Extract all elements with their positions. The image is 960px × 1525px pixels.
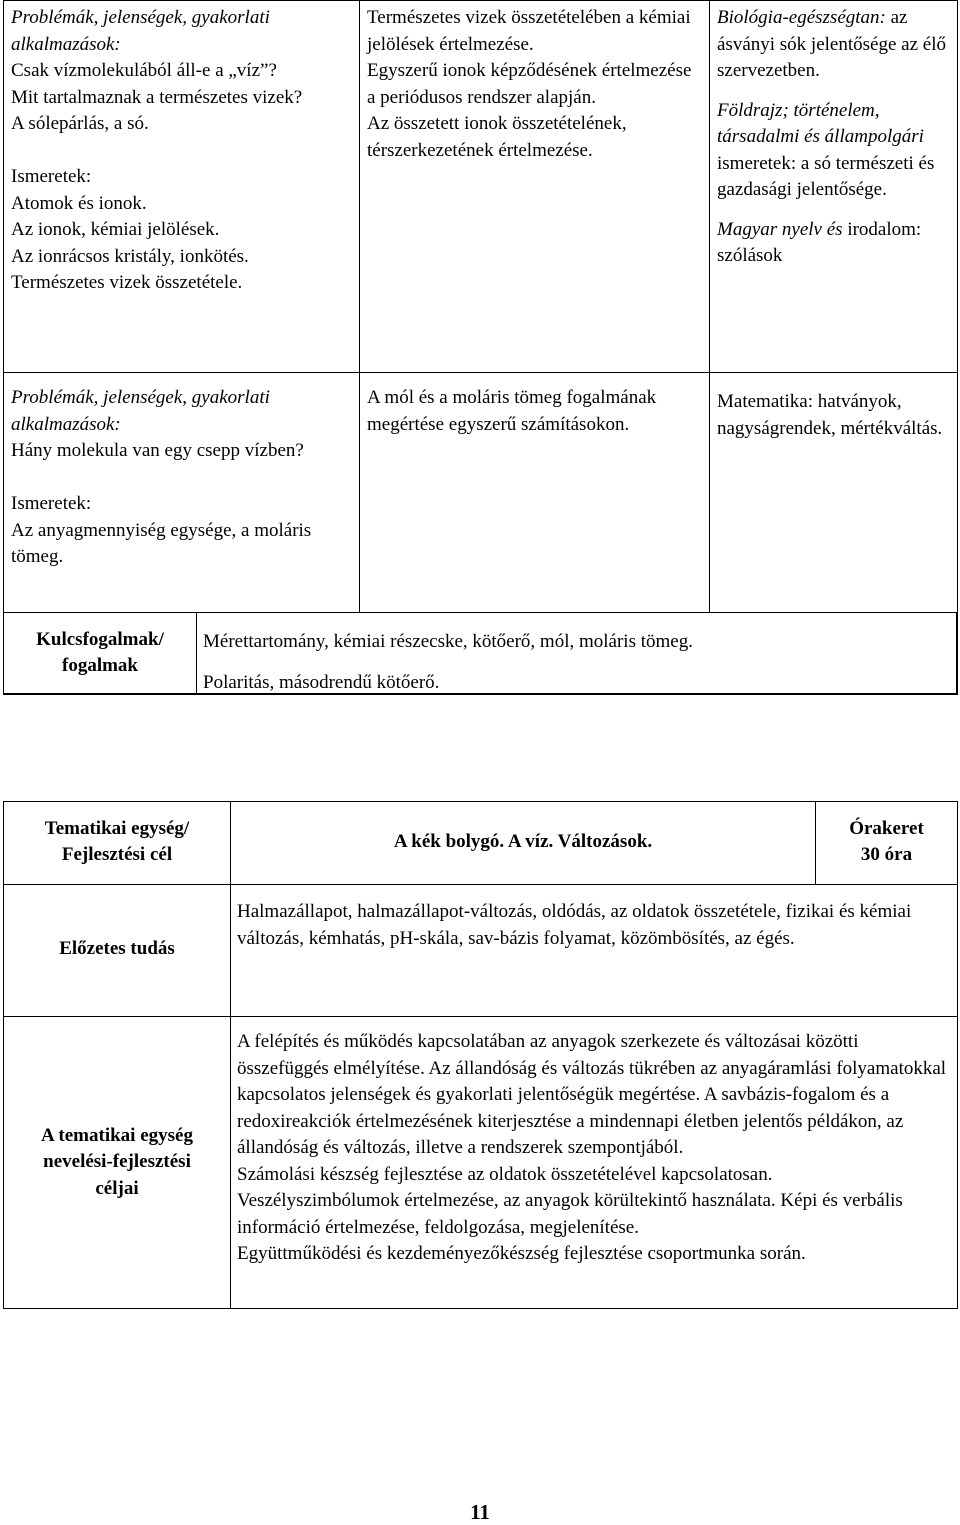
cell-requirements-2 <box>360 373 710 613</box>
unit-title: A kék bolygó. A víz. Változások. <box>231 802 816 885</box>
goals-text <box>231 1017 958 1309</box>
knowledge-line: Természetes vizek összetétele. <box>11 272 243 293</box>
cell-requirements-1 <box>360 1 710 373</box>
requirement-line: Természetes vizek összetételében a kémiai jelölések értelmezése. <box>367 7 691 55</box>
hours-value: 30 óra <box>860 844 913 865</box>
problem-line: A sólepárlás, a só. <box>11 113 149 134</box>
unit-label: Tematikai egység/ Fejlesztési cél <box>4 802 231 885</box>
knowledge-line: Atomok és ionok. <box>11 192 147 214</box>
goals-line: A felépítés és működés kapcsolatában az anyagok szerkezete és változásai közötti összefüggés elmélyítése. Az állandóság és változás tükrében az anyagáramlási folyamatokkal kapcsolatos jelenségek és gyakorlati jelentőségük megértése. A savbázis-fogalom és a redoxireakciók értelmezésének kiterjesztése a mindennapi életben jelentős példákon, az állandóság és változás, illetve a rendszerek szempontjából. <box>237 1031 947 1158</box>
key-concepts-row <box>3 612 957 694</box>
knowledge-text: Az anyagmennyiség egysége, a moláris tömeg. <box>11 519 312 567</box>
hours-label: Órakeret <box>849 817 924 839</box>
prior-knowledge-text: Halmazállapot, halmazállapot-változás, oldódás, az oldatok összetétele, fizikai és kémiai változás, kémhatás, pH-skála, sav-bázis folyamat, közömbösítés, az égés. <box>231 885 958 1017</box>
knowledge-line: Az ionok, kémiai jelölések. <box>11 219 220 240</box>
goals-label: A tematikai egység nevelési-fejlesztési céljai <box>4 1017 231 1309</box>
cell-connections-2 <box>710 373 958 613</box>
page-number: 11 <box>470 1500 490 1524</box>
unit-table <box>3 801 958 1309</box>
key-concepts-label: Kulcsfogalmak/ fogalmak <box>36 628 164 676</box>
goals-line: Számolási készség fejlesztése az oldatok összetételével kapcsolatosan. <box>237 1163 773 1185</box>
cell-connections-1 <box>710 1 958 373</box>
curriculum-table <box>3 0 958 695</box>
cell-problems-knowledge-2 <box>4 373 360 613</box>
connection-biology: Biológia-egészségtan: az ásványi sók jelentősége az élő szervezetben. <box>717 7 946 81</box>
requirement-line: Egyszerű ionok képződésének értelmezése a periódusos rendszer alapján. <box>367 60 692 108</box>
key-concepts-label-cell <box>4 613 197 693</box>
requirement-text: A mól és a moláris tömeg fogalmának megértése egyszerű számításokon. <box>367 387 657 435</box>
problems-heading: Problémák, jelenségek, gyakorlati alkalmazások: <box>11 7 270 55</box>
key-concepts-line: Polaritás, másodrendű kötőerő. <box>203 671 440 693</box>
connection-literature: Magyar nyelv és irodalom: szólások <box>717 218 922 266</box>
hours-cell <box>816 802 958 885</box>
knowledge-heading: Ismeretek: <box>11 493 92 514</box>
problems-heading: Problémák, jelenségek, gyakorlati alkalmazások: <box>11 387 270 435</box>
key-concepts-line: Mérettartomány, kémiai részecske, kötőerő, mól, moláris tömeg. <box>203 631 693 652</box>
goals-line: Együttműködési és kezdeményezőkészség fejlesztése csoportmunka során. <box>237 1243 806 1264</box>
key-concepts-text-cell <box>203 629 948 696</box>
problem-line: Mit tartalmaznak a természetes vizek? <box>11 86 303 108</box>
knowledge-line: Az ionrácsos kristály, ionkötés. <box>11 245 249 267</box>
goals-line: Veszélyszimbólumok értelmezése, az anyagok körültekintő használata. Képi és verbális információ értelmezése, feldolgozása, megjelenítése. <box>237 1190 903 1238</box>
prior-knowledge-label: Előzetes tudás <box>4 885 231 1017</box>
requirement-line: Az összetett ionok összetételének, térszerkezetének értelmezése. <box>367 113 627 161</box>
problem-text: Hány molekula van egy csepp vízben? <box>11 440 304 461</box>
cell-problems-knowledge-1 <box>4 1 360 373</box>
connection-math: Matematika: hatványok, nagyságrendek, mértékváltás. <box>717 391 943 439</box>
knowledge-heading: Ismeretek: <box>11 166 92 187</box>
connection-geography: Földrajz; történelem, társadalmi és állampolgári ismeretek: a só természeti és gazdasági jelentősége. <box>717 99 935 200</box>
problem-line: Csak vízmolekulából áll-e a „víz”? <box>11 60 277 81</box>
